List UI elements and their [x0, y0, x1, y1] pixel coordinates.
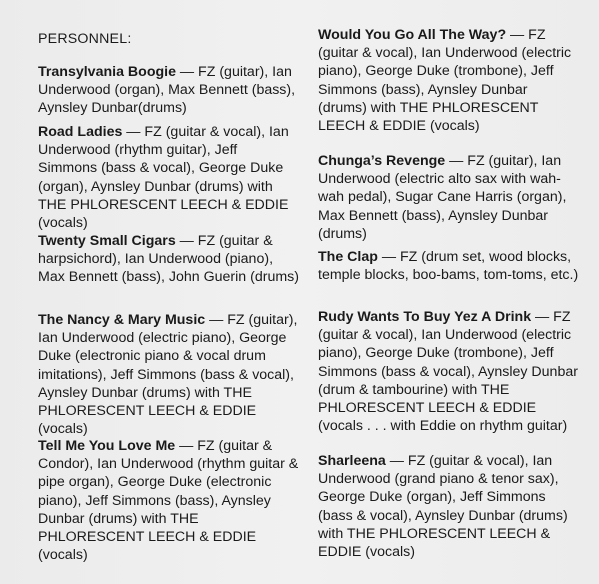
track-entry	[318, 26, 580, 135]
track-entry	[318, 308, 580, 435]
track-credits: — FZ (guitar), Ian Underwood (electric piano), George Duke (electronic piano & vocal drum imitations), Jeff Simmons (bass & vocal), Aynsley Dunbar (drums) with THE PHLORESCENT LEECH & EDDIE (vocals)	[38, 312, 298, 438]
track-credits: — FZ (guitar & vocal), Ian Underwood (rhythm guitar), Jeff Simmons (bass & vocal), George Duke (organ), Aynsley Dunbar (drums) with THE PHLORESCENT LEECH & EDDIE (vocals)	[38, 124, 289, 232]
track-credits: — FZ (guitar & vocal), Ian Underwood (electric piano), George Duke (trombone), Jeff Simmons (bass & vocal), Aynsley Dunbar (drum & tambourine) with THE PHLORESCENT LEECH & EDDIE (vocals . . . with Eddie on rhythm guitar)	[318, 309, 578, 435]
track-credits: — FZ (guitar & vocal), Ian Underwood (grand piano & tenor sax), George Duke (organ), Jeff Simmons (bass & vocal), Aynsley Dunbar (drums) with THE PHLORESCENT LEECH & EDDIE (vocals)	[318, 453, 568, 561]
track-entry	[38, 311, 300, 438]
track-credits: — FZ (guitar & harpsichord), Ian Underwood (piano), Max Bennett (bass), John Guerin (drums)	[38, 233, 299, 286]
track-title: Transylvania Boogie	[38, 64, 176, 80]
track-credits: — FZ (guitar & Condor), Ian Underwood (rhythm guitar & pipe organ), George Duke (electronic piano), Jeff Simmons (bass), Aynsley Dunbar (drums) with THE PHLORESCENT LEECH & EDDIE (vocals)	[38, 438, 299, 564]
track-credits: — FZ (guitar), Ian Underwood (organ), Max Bennett (bass), Aynsley Dunbar(drums)	[38, 64, 296, 117]
track-title: The Clap	[318, 249, 378, 265]
track-title: Chunga’s Revenge	[318, 153, 446, 169]
track-entry	[38, 437, 300, 564]
track-title: Would You Go All The Way?	[318, 27, 507, 43]
track-title: Twenty Small Cigars	[38, 233, 176, 249]
track-title: Rudy Wants To Buy Yez A Drink	[318, 309, 532, 325]
track-entry	[318, 152, 580, 243]
track-entry	[38, 232, 300, 287]
track-credits: — FZ (guitar), Ian Underwood (electric alto sax with wah-wah pedal), Sugar Cane Harris (organ), Max Bennett (bass), Aynsley Dunbar (drums)	[318, 153, 567, 242]
track-credits: — FZ (drum set, wood blocks, temple blocks, boo-bams, tom-toms, etc.)	[318, 249, 579, 284]
track-title: Sharleena	[318, 453, 386, 469]
track-title: Tell Me You Love Me	[38, 438, 176, 454]
track-title: The Nancy & Mary Music	[38, 312, 206, 328]
track-entry	[38, 63, 300, 118]
track-entry	[318, 248, 580, 284]
track-entry	[318, 452, 580, 561]
personnel-heading: PERSONNEL:	[38, 31, 132, 47]
track-entry	[38, 123, 300, 232]
track-title: Road Ladies	[38, 124, 123, 140]
track-credits: — FZ (guitar & vocal), Ian Underwood (electric piano), George Duke (trombone), Jeff Simmons (bass), Aynsley Dunbar (drums) with THE PHLORESCENT LEECH & EDDIE (vocals)	[318, 27, 572, 135]
